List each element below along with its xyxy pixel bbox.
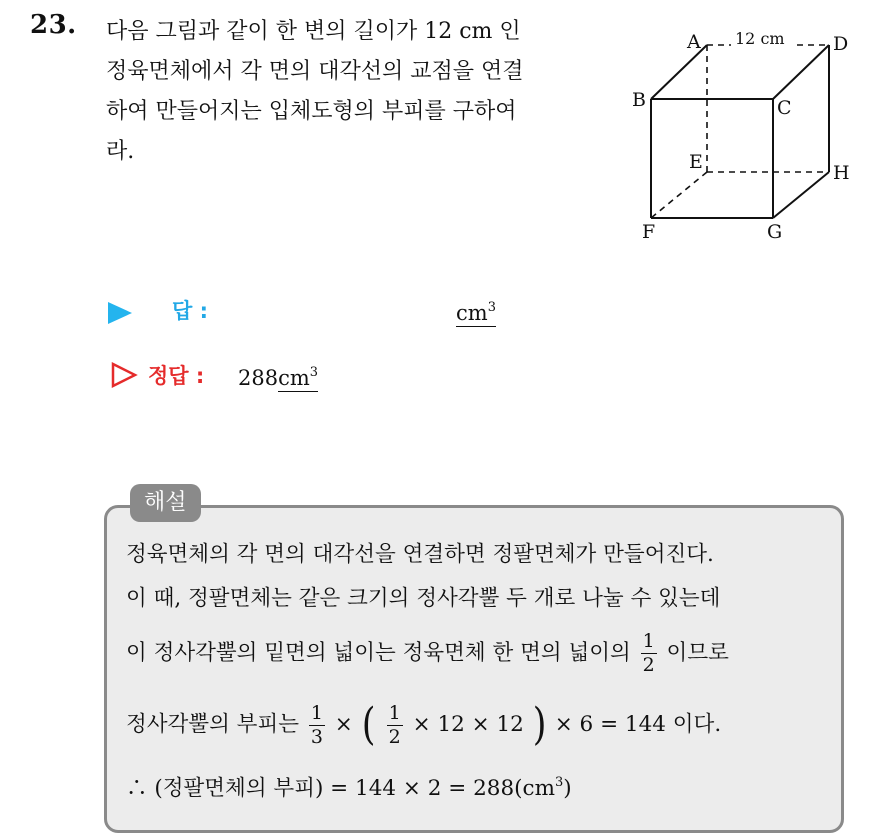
solution-line-3-post: 이므로 — [666, 640, 729, 666]
solution-line-5-close: ) — [563, 776, 572, 801]
fraction-half-2-num: 1 — [388, 701, 401, 724]
question-line-4: 라. — [106, 139, 135, 164]
solution-line-4-post: × 6 = 144 이다. — [554, 712, 722, 737]
fraction-half-2 — [387, 701, 403, 748]
correct-unit-exp: 3 — [309, 365, 319, 380]
vertex-f: F — [642, 221, 656, 243]
vertex-h: H — [833, 162, 850, 184]
edge-gh — [773, 172, 829, 218]
question-line-1: 다음 그림과 같이 한 변의 길이가 12 cm 인 — [106, 19, 521, 44]
fraction-half-den: 2 — [642, 654, 655, 676]
solution-line-4 — [126, 699, 722, 750]
left-paren: ( — [361, 699, 376, 750]
correct-number: 288 — [238, 366, 279, 390]
solution-tab: 해설 — [130, 484, 201, 522]
fraction-half-num: 1 — [642, 630, 655, 652]
vertex-c: C — [777, 97, 792, 119]
solution-line-1: 정육면체의 각 면의 대각선을 연결하면 정팔면체가 만들어진다. — [126, 542, 714, 567]
vertex-d: D — [833, 33, 849, 55]
vertex-e: E — [689, 151, 703, 173]
question-text — [106, 12, 606, 172]
fraction-third-den: 3 — [310, 725, 323, 748]
question-line-3: 하여 만들어지는 입체도형의 부피를 구하여 — [106, 99, 517, 124]
fraction-third — [309, 701, 325, 748]
question-number: 23. — [30, 10, 77, 40]
correct-unit: cm — [278, 366, 310, 390]
answer-arrow-icon — [108, 302, 132, 324]
correct-unit-wrap — [278, 366, 318, 392]
vertex-g: G — [767, 221, 783, 243]
solution-line-5-text: (정팔면체의 부피) = 144 × 2 = 288( — [154, 776, 523, 801]
correct-label: 정답 : — [148, 364, 205, 388]
answer-input[interactable] — [456, 296, 496, 327]
answer-unit-exp: 3 — [487, 300, 496, 315]
solution-line-5-unit: cm — [522, 776, 555, 801]
solution-line-3 — [126, 632, 729, 675]
vertex-a: A — [687, 31, 701, 53]
solution-line-3-pre: 이 정사각뿔의 밑면의 넓이는 정육면체 한 면의 넓이의 — [126, 640, 631, 666]
correct-value — [238, 361, 318, 390]
vertex-b: B — [632, 89, 646, 111]
solution-line-5-exp: 3 — [554, 775, 564, 790]
right-paren: ) — [532, 699, 547, 750]
answer-label: 답 : — [172, 299, 208, 323]
solution-line-5 — [126, 768, 572, 804]
edge-ba — [651, 45, 707, 99]
solution-line-2: 이 때, 정팔면체는 같은 크기의 정사각뿔 두 개로 나눌 수 있는데 — [126, 586, 721, 611]
times-sign: × — [334, 712, 353, 737]
cube-figure — [625, 22, 865, 252]
correct-arrow-icon — [110, 362, 138, 388]
edge-length-label: 12 cm — [735, 29, 785, 48]
question-line-2: 정육면체에서 각 면의 대각선의 교점을 연결 — [106, 59, 524, 84]
answer-row — [108, 292, 528, 328]
fraction-half — [641, 632, 657, 675]
correct-answer-row — [108, 356, 508, 392]
edge-cd — [773, 45, 829, 99]
solution-line-4-pre: 정사각뿔의 부피는 — [126, 712, 299, 737]
fraction-half-2-den: 2 — [388, 725, 401, 748]
fraction-third-num: 1 — [310, 701, 323, 724]
therefore-symbol: ∴ — [126, 776, 148, 801]
answer-unit: cm — [456, 301, 488, 325]
solution-line-4-inner: × 12 × 12 — [412, 712, 524, 737]
edge-ef — [651, 172, 707, 218]
